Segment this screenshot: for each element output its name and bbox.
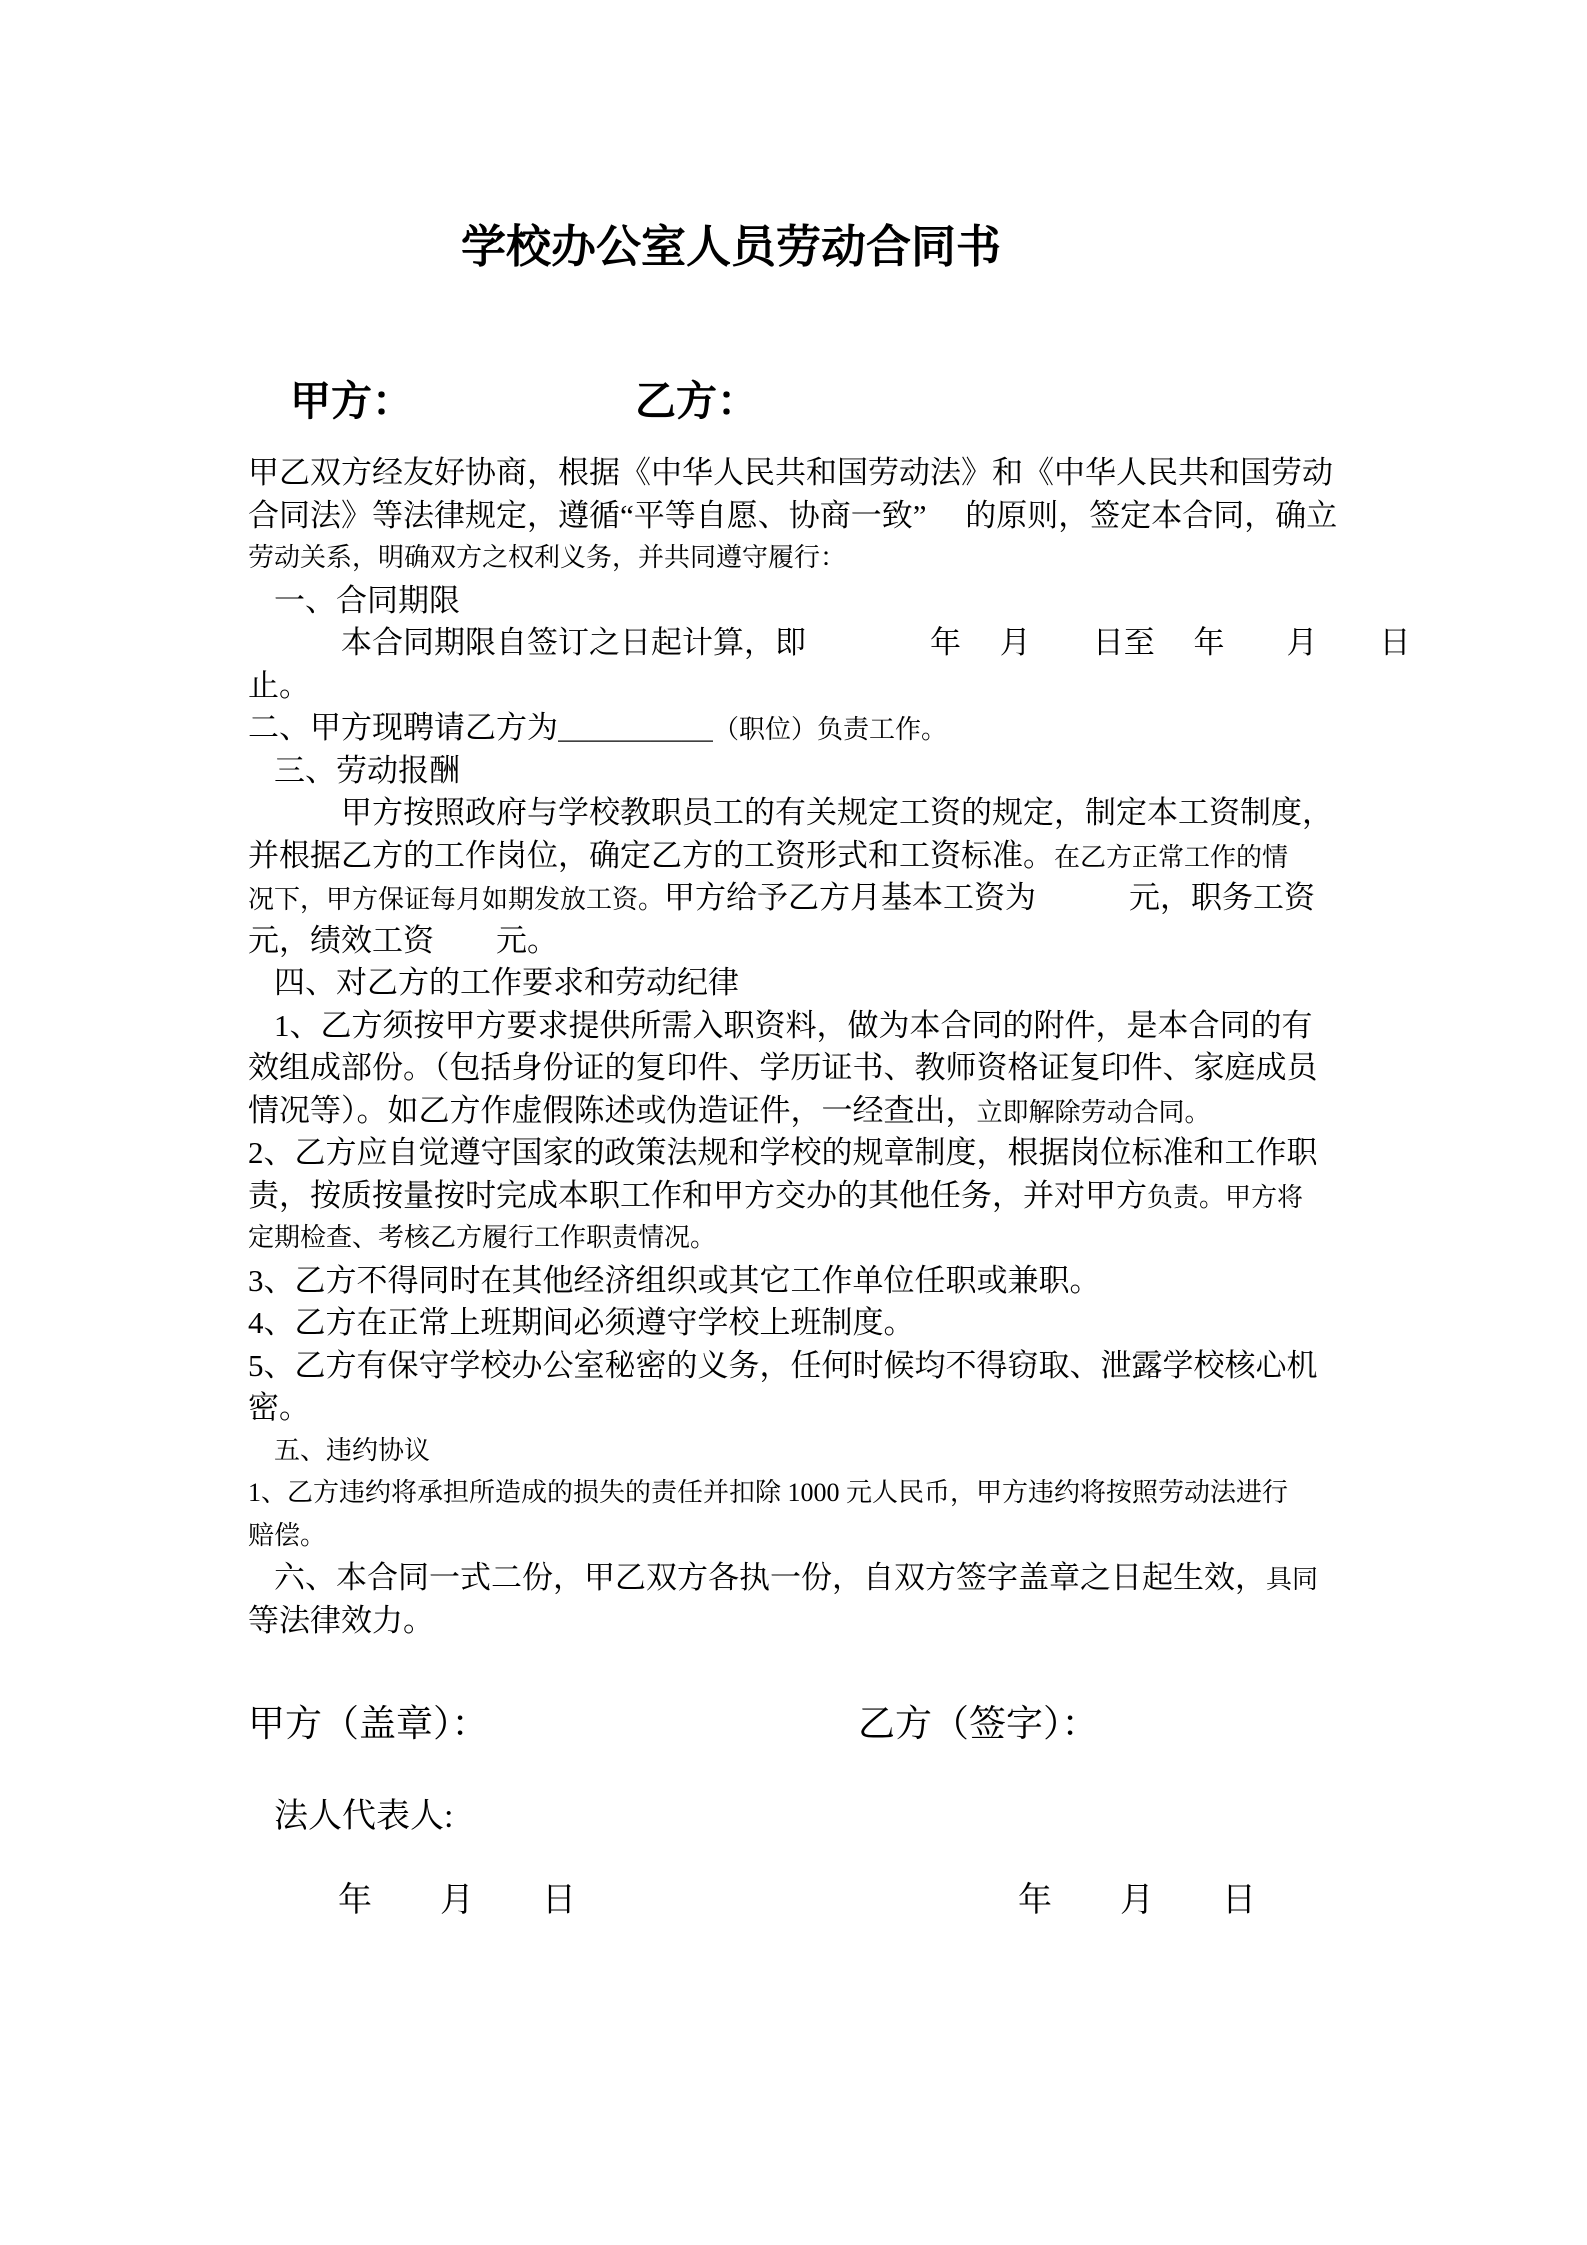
text-run: 甲乙双方经友好协商，根据《中华人民共和国劳动法》和《中华人民共和国劳动 bbox=[248, 455, 1333, 490]
text-run: 立即解除劳动合同。 bbox=[976, 1097, 1211, 1127]
body-line bbox=[248, 1047, 1428, 1090]
text-run: 效组成部份。（包括身份证的复印件、学历证书、教师资格证复印件、家庭成员 bbox=[248, 1050, 1318, 1085]
text-run: 等法律效力。 bbox=[248, 1602, 434, 1638]
body-line bbox=[248, 835, 1428, 878]
text-run: 情况等）。如乙方作虚假陈述或伪造证件，一经查出， bbox=[248, 1092, 977, 1128]
body-line bbox=[248, 750, 1428, 793]
body-line bbox=[248, 495, 1428, 538]
text-run: 止。 bbox=[248, 667, 310, 703]
body-line bbox=[248, 920, 1428, 963]
body-line bbox=[248, 1345, 1428, 1388]
text-run: 本合同期限自签订之日起计算，即 年 月 日至 年 月 日 bbox=[341, 625, 1411, 660]
text-run: 2、乙方应自觉遵守国家的政策法规和学校的规章制度，根据岗位标准和工作职 bbox=[248, 1135, 1318, 1170]
body-line bbox=[248, 1472, 1428, 1515]
text-run: 合同法》等法律规定，遵循“平等自愿、协商一致” 的原则，签定本合同，确立 bbox=[248, 497, 1338, 533]
text-run: 密。 bbox=[248, 1390, 310, 1425]
body-line bbox=[248, 1260, 1428, 1303]
text-run: 1、乙方违约将承担所造成的损失的责任并扣除 1000 元人民币，甲方违约将按照劳动法进行 bbox=[248, 1478, 1289, 1507]
body-line bbox=[248, 537, 1428, 580]
body-line bbox=[248, 1217, 1428, 1260]
text-run: 甲方给予乙方月基本工资为 元，职务工资 bbox=[664, 880, 1316, 915]
body-line bbox=[248, 1600, 1428, 1643]
body-line bbox=[248, 1557, 1428, 1600]
text-run: （职位）负责工作。 bbox=[713, 715, 948, 744]
body-line bbox=[248, 1302, 1428, 1345]
text-run: 3、乙方不得同时在其他经济组织或其它工作单位任职或兼职。 bbox=[248, 1262, 1101, 1298]
body-line bbox=[248, 877, 1428, 920]
signature-row bbox=[0, 1693, 1587, 1745]
text-run: 具同 bbox=[1266, 1565, 1319, 1594]
date-row bbox=[0, 1872, 1587, 1919]
text-run: 定期检查、考核乙方履行工作职责情况。 bbox=[248, 1223, 717, 1252]
legal-rep-row bbox=[0, 1788, 1587, 1835]
text-run: 在乙方正常工作的情 bbox=[1054, 842, 1289, 872]
body-line bbox=[248, 452, 1428, 495]
contract-body bbox=[248, 452, 1428, 1642]
text-run: 5、乙方有保守学校办公室秘密的义务，任何时候均不得窃取、泄露学校核心机 bbox=[248, 1347, 1318, 1383]
body-line bbox=[248, 580, 1428, 623]
body-line bbox=[248, 1090, 1428, 1133]
text-run: 况下，甲方保证每月如期发放工资。 bbox=[248, 885, 665, 914]
text-run: 并根据乙方的工作岗位，确定乙方的工资形式和工资标准。 bbox=[248, 837, 1054, 873]
text-run: 一、合同期限 bbox=[274, 582, 460, 618]
text-run: 劳动关系，明确双方之权利义务，并共同遵守履行： bbox=[248, 543, 847, 572]
text-run: 五、违约协议 bbox=[274, 1435, 431, 1465]
body-line bbox=[248, 792, 1428, 835]
text-run: 负责。甲方将 bbox=[1147, 1182, 1304, 1212]
body-line bbox=[248, 1515, 1428, 1558]
party-b-sign-label: 乙方（签字）： bbox=[858, 1704, 1099, 1745]
date-left-label: 年 月 日 bbox=[338, 1882, 576, 1919]
text-run: 元，绩效工资 元。 bbox=[248, 922, 558, 958]
body-line bbox=[248, 622, 1428, 665]
document-title: 学校办公室人员劳动合同书 bbox=[460, 221, 1001, 272]
text-run: 四、对乙方的工作要求和劳动纪律 bbox=[274, 965, 739, 1000]
text-run: 甲方按照政府与学校教职员工的有关规定工资的规定，制定本工资制度， bbox=[341, 795, 1333, 830]
text-run: 三、劳动报酬 bbox=[274, 752, 460, 788]
text-run: 六、本合同一式二份，甲乙双方各执一份，自双方签字盖章之日起生效， bbox=[274, 1560, 1266, 1595]
legal-rep-label: 法人代表人: bbox=[274, 1798, 454, 1835]
body-line bbox=[248, 665, 1428, 708]
body-line bbox=[248, 1175, 1428, 1218]
text-run: 二、甲方现聘请乙方为＿＿＿＿＿ bbox=[248, 710, 713, 745]
body-line bbox=[248, 1387, 1428, 1430]
text-run: 4、乙方在正常上班期间必须遵守学校上班制度。 bbox=[248, 1305, 915, 1340]
body-line bbox=[248, 1005, 1428, 1048]
body-line bbox=[248, 1132, 1428, 1175]
date-right-label: 年 月 日 bbox=[1018, 1882, 1256, 1919]
party-a-seal-label: 甲方（盖章）： bbox=[248, 1704, 489, 1745]
text-run: 1、乙方须按甲方要求提供所需入职资料，做为本合同的附件，是本合同的有 bbox=[274, 1007, 1313, 1043]
text-run: 赔偿。 bbox=[248, 1520, 327, 1550]
body-line bbox=[248, 962, 1428, 1005]
text-run: 责，按质按量按时完成本职工作和甲方交办的其他任务，并对甲方 bbox=[248, 1177, 1147, 1213]
party-line bbox=[0, 368, 1587, 424]
body-line bbox=[248, 1430, 1428, 1473]
party-a-label: 甲方： bbox=[290, 378, 413, 424]
party-b-label: 乙方： bbox=[635, 378, 758, 424]
body-line bbox=[248, 707, 1428, 750]
